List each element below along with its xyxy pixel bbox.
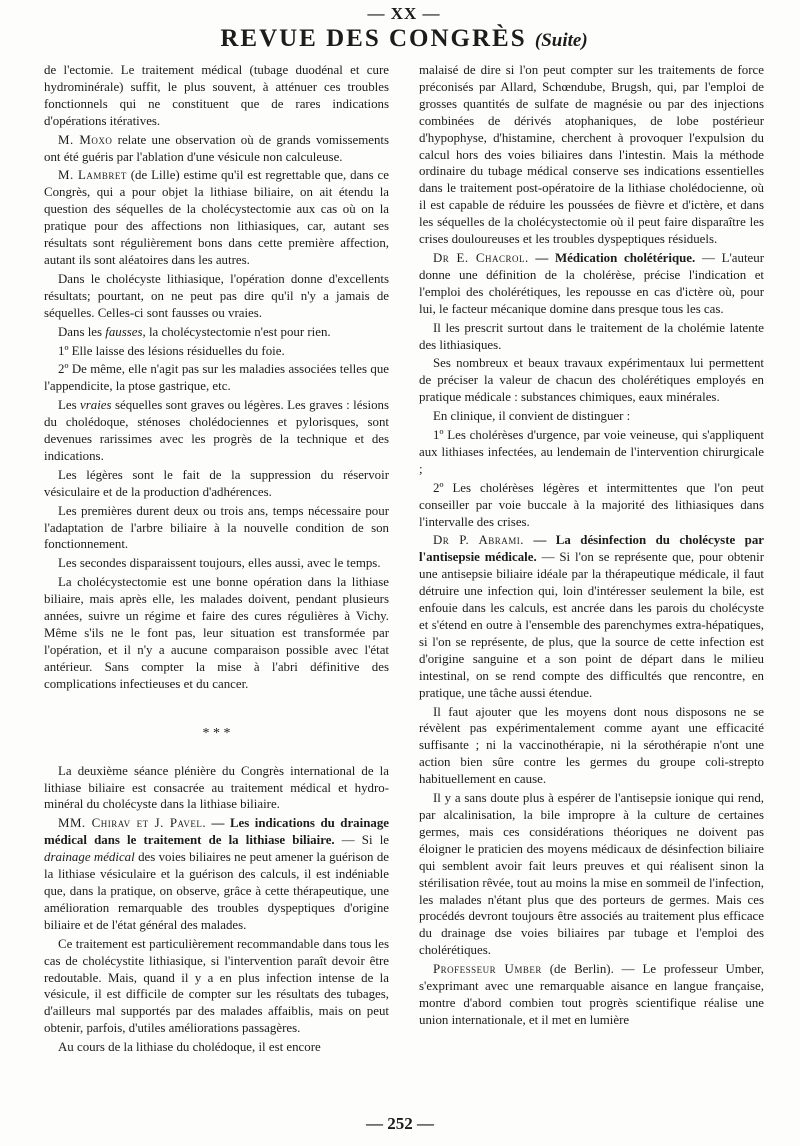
paragraph: Au cours de la lithiase du cholédoque, il est encore: [58, 1040, 321, 1055]
paragraph-text: Les: [58, 398, 81, 413]
article-title: — Médication cholétérique.: [528, 250, 696, 265]
paragraph-text: — L'auteur donne une définition de la cholérèse, précise l'indication et l'emploi des cholérétiques, les repousse en cas d'ictère où, pour lui, le facteur mécanique domine dans presque tous les cas.: [419, 250, 764, 316]
paragraph: [419, 961, 764, 1029]
article-title: — La désinfection du cholécyste par l'antisepsie médicale.: [419, 533, 764, 565]
paragraph: Ce traitement est particulièrement recommandable dans tous les cas de cholécystite lithiasique, si l'intervention paraît devoir être redoutable. Mais, quand il y a en plus infection intense de la vésicule, il est difficile de compter sur les résultats des tubages, d'ailleurs mal supportés par des malades affaiblis, mais on peut obtenir, parfois, d'utiles améliorations passagères.: [44, 936, 389, 1036]
author-name: MM. Chirav et J. Pavel.: [58, 816, 207, 831]
header-subtitle: (Suite): [534, 30, 588, 51]
paragraph-text: — Si l'on se représente que, pour obtenir une antisepsie biliaire idéale par la thérapeutique médicale, il faut détruire une infection qui, loin d'intéresser seulement la bile, est enfouie dans les calculs, est ancrée dans les parois du cholécyste et s'étend en outre à l'ensemble des parenchymes extra-hépatiques, si l'on se représente, de plus, que la source de cette infection est d'origine sanguine et a son point de départ dans le milieu intestinal, on se rend compte des difficultés que rencontre, en pratique, une tâche aussi étendue.: [419, 550, 764, 700]
left-column: [44, 62, 389, 1058]
paragraph: malaisé de dire si l'on peut compter sur les traitements de force préconisés par Allard, Schœndube, Brugsh, qui, par l'emploi de grosses quantités de sulfate de magnésie ou par des injections combinées de dérivés atophaniques, de lobe postérieur d'hypophyse, d'histamine, cherchent à provoquer l'expulsion du calcul hors des voies biliaires dans l'intestin. Mais la méthode ordinaire du tubage médical conserve ses indications essentielles dans le traitement post-opératoire de la lithiase cholédocienne, où il est capable de réduire les poussées de fièvre et d'ictère, et dans les séquelles de la cholécystectomie où il peut faire disparaître les crises douloureuses et les troubles dyspeptiques résiduels.: [419, 63, 764, 247]
author-name: Dr P. Abrami.: [433, 533, 524, 548]
paragraph: La cholécystectomie est une bonne opération dans la lithiase biliaire, mais après elle, les malades doivent, pendant plusieurs années, suivre un régime et faire des cures régulières à Vichy. Même s'ils ne le font pas, leur situation est transformée par l'opération, et il n'y a aucune comparaison possible avec l'état antérieur. Sans compter la mise à l'abri définitive des complications infectieuses et du cancer.: [44, 575, 389, 691]
paragraph: Les secondes disparaissent toujours, elles aussi, avec le temps.: [58, 556, 381, 571]
author-name: M. Moxo: [58, 132, 113, 147]
paragraph: [419, 532, 764, 701]
paragraph: [44, 397, 389, 465]
author-name: M. Lambret: [58, 168, 127, 183]
paragraph: [419, 250, 764, 318]
author-name: Professeur Umber: [433, 962, 542, 977]
paragraph: Il y a sans doute plus à espérer de l'antisepsie ionique qui rend, par alcalinisation, la bile impropre à la culture de certaines germes, mais ces considérations théoriques ne doivent pas éloigner le praticien des moyens médicaux de désinfection biliaire qui semblent avoir fait leurs preuves et qui réalisent sinon la stérilisation rêvée, tout au moins la mise en sommeil de l'infection, les malades n'étant plus que des porteurs de germes. Mais ces procédés devront toujours être associés au traitement plus efficace du drainage dse voies biliaires par tubage et l'emploi des cholérétiques.: [419, 791, 764, 958]
article-title: — Les indications du drainage médical dans le traitement de la lithiase biliaire.: [44, 816, 389, 848]
paragraph-text: séquelles sont graves ou légères. Les graves : lésions du cholédoque, sténoses cholédociennes et pylorisques, sont devenues rarissimes avec les progrès de la technique et des indications.: [44, 398, 389, 463]
paragraph: [44, 132, 389, 166]
paragraph-text: (de Lille) estime qu'il est regrettable que, dans ce Congrès, qui a pour objet la lithiase biliaire, on ait étendu la question des séquelles de la cholécystectomie aux cas où on la pratique pour des affections non lithiasiques, car, autant ses résultats sont régulièrement bons dans cette première affection, autant ils sont aléatoires dans les autres.: [44, 168, 389, 267]
paragraph: 2º De même, elle n'agit pas sur les maladies associées telles que l'appendicite, la ptose gastrique, etc.: [44, 362, 389, 394]
paragraph: Les premières durent deux ou trois ans, temps nécessaire pour l'adaptation de l'arbre biliaire à la nouvelle condition de son fonctionnement.: [44, 503, 389, 552]
author-name: Dr E. Chacrol.: [433, 250, 529, 265]
paragraph: Ses nombreux et beaux travaux expérimentaux lui permettent de préciser la valeur de chacun des cholérétiques employés en pratique médicale : substances chimiques, eaux minérales.: [419, 356, 764, 405]
paragraph: Les légères sont le fait de la suppression du réservoir vésiculaire et de la production d'adhérences.: [44, 467, 389, 499]
paragraph-text: , la cholécystectomie n'est pour rien.: [142, 324, 331, 339]
emphasis: vraies: [80, 398, 112, 413]
paragraph-text: des voies biliaires ne peut amener la guérison de la lithiase vésiculaire et la guérison des calculs, il est indéniable que, dans la pratique, on observe, grâce à cette thérapeutique, une amélioration remarquable des troubles dyspeptiques d'origine biliaire et de l'état général des malades.: [44, 850, 390, 932]
paragraph: 2º Les cholérèses légères et intermittentes que l'on peut conseiller par voie buccale à la majorité des lithiasiques dans l'intervalle des crises.: [419, 480, 764, 529]
paragraph: Dans le cholécyste lithiasique, l'opération donne d'excellents résultats; pourtant, on ne peut pas dire qu'il n'y a jamais de séquelles. Celles-ci sont fausses ou vraies.: [44, 271, 389, 320]
page-number: — 252 —: [366, 1114, 434, 1133]
running-header: [44, 24, 764, 56]
paragraph-text: Dans les: [58, 324, 106, 339]
paragraph: de l'ectomie. Le traitement médical (tubage duodénal et cure hydrominérale) suffit, le plus souvent, à atténuer ces troubles fonctionnels qui ne constituent que de rares indications d'opérations itératives.: [44, 63, 389, 128]
paragraph: 1º Elle laisse des lésions résiduelles du foie.: [58, 343, 285, 358]
roman-folio: — XX —: [367, 4, 441, 23]
paragraph: [44, 324, 389, 341]
paragraph-text: (de Berlin). — Le professeur Umber, s'exprimant avec une remarquable aisance en langue française, montre d'abord combien tout progrès scientifique réalise une union internationale, et il met en lumière: [419, 962, 764, 1027]
right-column: [419, 62, 764, 1058]
paragraph: En clinique, il convient de distinguer :: [433, 409, 631, 424]
paragraph: 1º Les cholérèses d'urgence, par voie veineuse, qui s'appliquent aux lithiases infectées, au lendemain de l'intervention chirurgicale ;: [419, 428, 764, 476]
paragraph: [44, 167, 389, 268]
paragraph: [44, 815, 389, 933]
section-separator: * * *: [202, 725, 231, 741]
paragraph-text: relate une observation où de grands vomissements ont été guéris par l'ablation d'une vésicule non calculeuse.: [44, 132, 389, 164]
header-title: REVUE DES CONGRÈS: [220, 25, 527, 52]
emphasis: fausses: [105, 324, 143, 339]
paragraph-text: — Si le: [334, 833, 389, 848]
two-column-body: [44, 62, 764, 1058]
paragraph: La deuxième séance plénière du Congrès international de la lithiase biliaire est consacrée au traitement médical et hydro-minéral du cholécyste dans la lithiase biliaire.: [44, 763, 389, 812]
paragraph: Il les prescrit surtout dans le traitement de la cholémie latente des lithiasiques.: [419, 320, 764, 352]
paragraph: Il faut ajouter que les moyens dont nous disposons ne se révèlent pas expérimentalement comme ayant une efficacité suffisante ; ni la vaccinothérapie, ni la sérothérapie n'ont une action bien sûre contre les germes du groupe coli-strepto habituellement en cause.: [419, 704, 764, 787]
emphasis: drainage médical: [44, 850, 135, 865]
